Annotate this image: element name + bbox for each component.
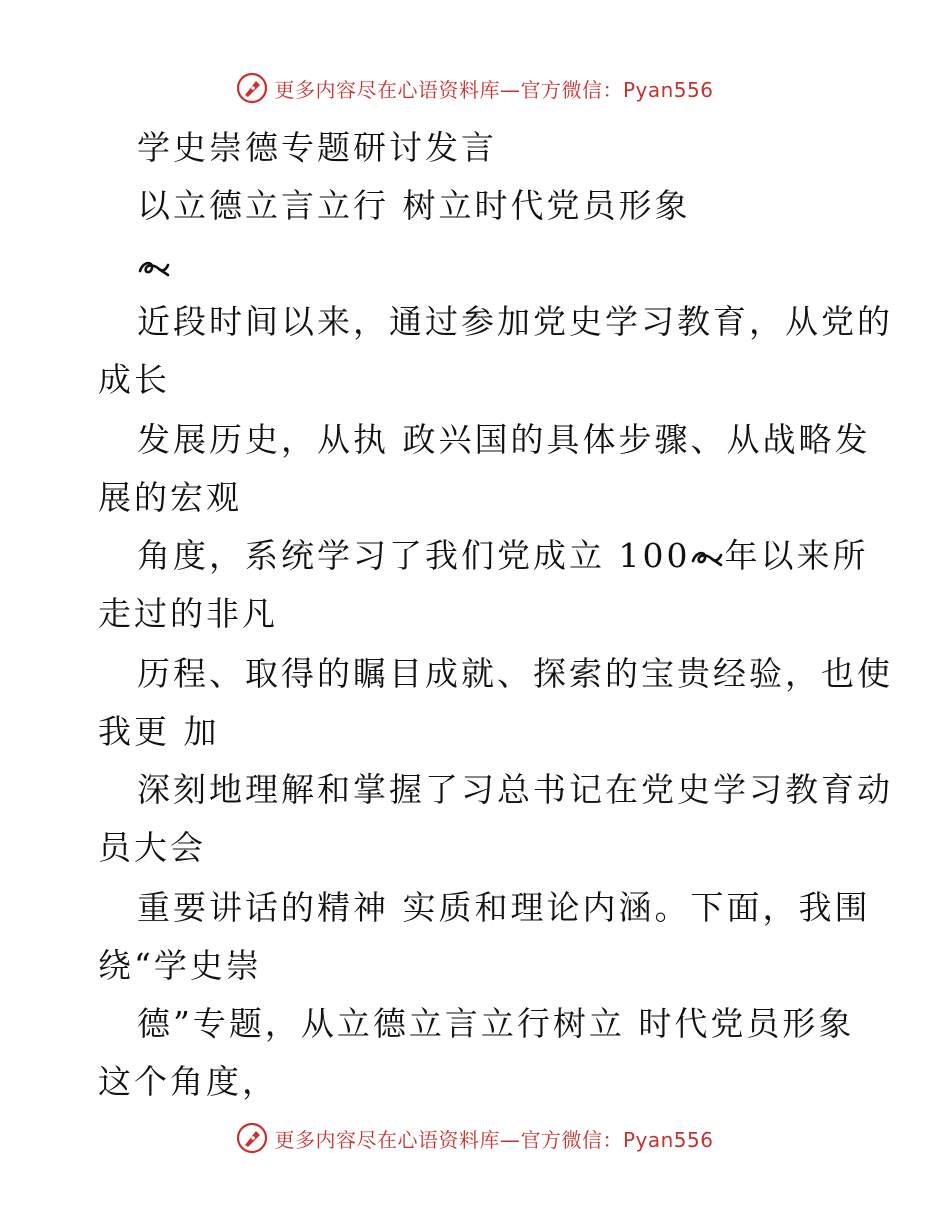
fleuron-icon [690,547,724,569]
body-line: 发展历史，从执 政兴国的具体步骤、从战略发 [137,420,871,459]
watermark-text: 更多内容尽在心语资料库—官方微信：Pyan556 [274,77,714,102]
pen-nib-icon [236,72,268,104]
document-subtitle: 以立德立言立行 树立时代党员形象 [137,186,691,225]
header-watermark [0,72,950,104]
body-line-with-ornament [137,536,868,576]
body-line: 深刻地理解和掌握了习总书记在党史学习教育动 [137,770,893,809]
body-line-part: 角度，系统学习了我们党成立 100 [137,536,691,575]
body-line: 历程、取得的瞩目成就、探索的宝贵经验，也使 [137,654,893,693]
body-line: 走过的非凡 [98,594,278,633]
body-line: 近段时间以来，通过参加党史学习教育，从党的 [137,302,893,341]
body-line: 展的宏观 [98,478,242,517]
body-line: 我更 加 [98,712,220,751]
body-line: 这个角度， [98,1062,278,1101]
body-line: 成长 [98,360,170,399]
body-line: 重要讲话的精神 实质和理论内涵。下面，我围 [137,888,871,927]
ornament [137,246,171,286]
body-line: 德”专题，从立德立言立行树立 时代党员形象 [137,1004,855,1043]
body-line-part: 年以来所 [724,536,869,575]
pen-nib-icon [236,1122,268,1154]
document-title: 学史崇德专题研讨发言 [137,128,497,167]
watermark-text: 更多内容尽在心语资料库—官方微信：Pyan556 [274,1127,714,1152]
fleuron-icon [137,257,171,279]
footer-watermark [0,1122,950,1154]
body-line: 员大会 [98,828,206,867]
body-line: 绕“学史崇 [98,946,262,985]
